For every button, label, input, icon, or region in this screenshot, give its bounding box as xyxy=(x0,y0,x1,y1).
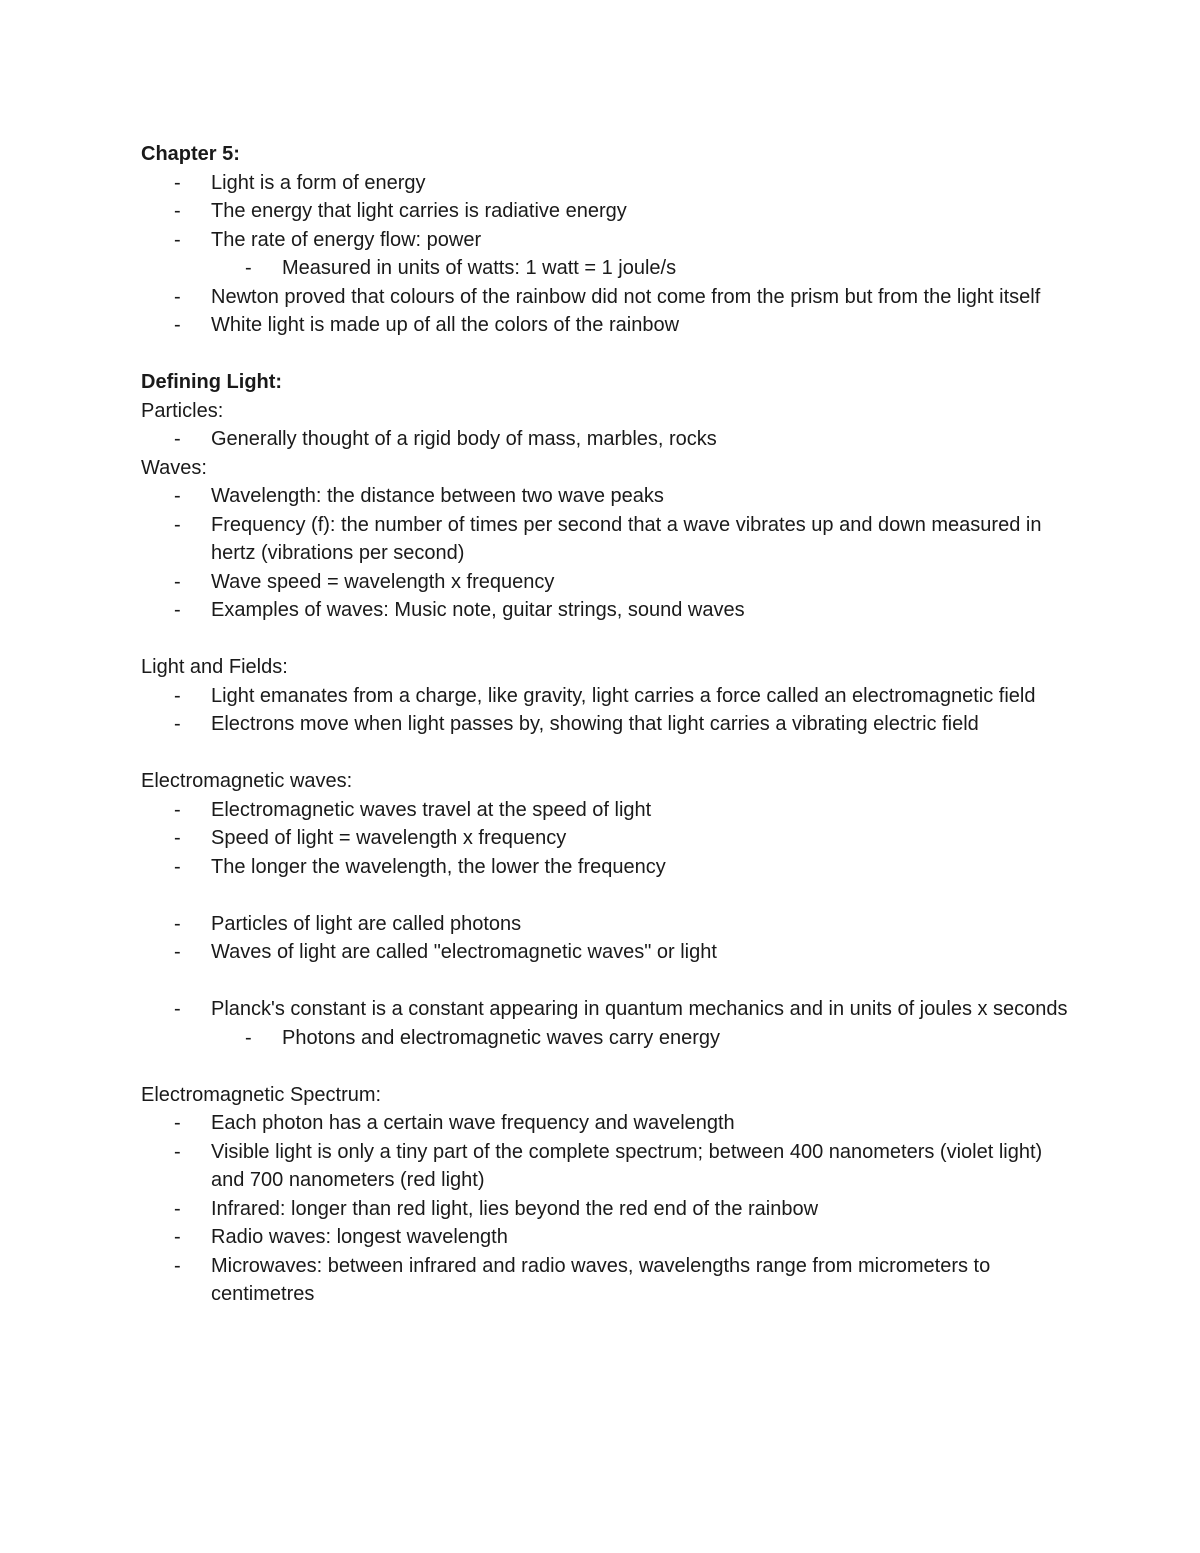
bullet-dash: - xyxy=(174,200,181,222)
bullet-text: Infrared: longer than red light, lies beyond the red end of the rainbow xyxy=(211,1197,819,1220)
bullet-dash: - xyxy=(245,1026,252,1049)
bullet-text: Wave speed = wavelength x frequency xyxy=(211,570,555,593)
bullet-dash: - xyxy=(174,1197,181,1220)
blank-line xyxy=(141,1052,1071,1081)
bullet-dash: - xyxy=(174,1112,181,1134)
bullet-text: Light is a form of energy xyxy=(211,171,426,194)
bullet-dash: - xyxy=(174,485,181,507)
bullet-item xyxy=(141,1223,1071,1252)
bullet-dash: - xyxy=(174,1254,181,1277)
bullet-item xyxy=(141,568,1071,597)
bullet-text: The rate of energy flow: power xyxy=(211,228,482,251)
bullet-item xyxy=(141,226,1071,255)
bullet-item xyxy=(141,425,1071,454)
bullet-item xyxy=(141,482,1071,511)
subsection-heading: Electromagnetic waves: xyxy=(141,770,353,792)
bullet-text: White light is made up of all the colors of the rainbow xyxy=(211,314,680,336)
bullet-dash: - xyxy=(174,855,181,878)
subsection-heading: Electromagnetic Spectrum: xyxy=(141,1083,382,1106)
bullet-text: Frequency (f): the number of times per second that a wave vibrates up and down measured in hertz (vibrations per second) xyxy=(211,513,1042,564)
bullet-text: Particles of light are called photons xyxy=(211,912,522,935)
section xyxy=(141,368,1071,397)
bullet-text: Light emanates from a charge, like gravity, light carries a force called an electromagnetic field xyxy=(211,684,1036,707)
bullet-dash: - xyxy=(174,428,181,450)
bullet-dash: - xyxy=(174,285,181,308)
bullet-item xyxy=(141,169,1071,198)
bullet-item xyxy=(141,938,1071,967)
bullet-dash: - xyxy=(174,941,181,963)
bullet-dash: - xyxy=(245,257,252,279)
section xyxy=(141,1081,1071,1309)
subsection-heading: Particles: xyxy=(141,399,224,422)
bullet-item xyxy=(141,197,1071,226)
bullet-item xyxy=(141,995,1071,1024)
bullet-item xyxy=(141,311,1071,340)
bullet-item xyxy=(141,1252,1071,1309)
bullet-text: Electromagnetic waves travel at the speed of light xyxy=(211,798,652,821)
document-body xyxy=(141,140,1071,1309)
sub-bullet-item xyxy=(141,1024,1071,1053)
subsection-heading: Light and Fields: xyxy=(141,656,288,678)
section xyxy=(141,454,1071,625)
bullet-dash: - xyxy=(174,570,181,593)
bullet-dash: - xyxy=(174,171,181,194)
bullet-item xyxy=(141,1195,1071,1224)
bullet-item xyxy=(141,682,1071,711)
bullet-dash: - xyxy=(174,1226,181,1248)
bullet-item xyxy=(141,796,1071,825)
bullet-dash: - xyxy=(174,228,181,251)
bullet-text: Waves of light are called "electromagnetic waves" or light xyxy=(211,941,717,963)
bullet-text: Examples of waves: Music note, guitar strings, sound waves xyxy=(211,599,745,621)
bullet-text: Visible light is only a tiny part of the complete spectrum; between 400 nanometers (violet light) and 700 nanometers (red light) xyxy=(211,1140,1043,1191)
bullet-dash: - xyxy=(174,798,181,821)
section xyxy=(141,767,1071,1052)
bullet-dash: - xyxy=(174,827,181,849)
bullet-dash: - xyxy=(174,684,181,707)
bullet-text: The energy that light carries is radiative energy xyxy=(211,200,627,222)
bullet-dash: - xyxy=(174,713,181,735)
subsection-heading: Waves: xyxy=(141,456,207,479)
section xyxy=(141,653,1071,739)
blank-line xyxy=(141,881,1071,910)
bullet-item xyxy=(141,511,1071,568)
bullet-dash: - xyxy=(174,513,181,536)
section-title: Defining Light: xyxy=(141,371,283,393)
bullet-text: Wavelength: the distance between two wave peaks xyxy=(211,485,664,507)
section xyxy=(141,397,1071,454)
blank-line xyxy=(141,340,1071,369)
blank-line xyxy=(141,625,1071,654)
bullet-item xyxy=(141,853,1071,882)
bullet-item xyxy=(141,283,1071,312)
section-title: Chapter 5: xyxy=(141,143,240,165)
bullet-dash: - xyxy=(174,314,181,336)
bullet-text: Radio waves: longest wavelength xyxy=(211,1226,508,1248)
section xyxy=(141,140,1071,340)
bullet-item xyxy=(141,596,1071,625)
bullet-dash: - xyxy=(174,998,181,1020)
bullet-item xyxy=(141,824,1071,853)
bullet-text: Each photon has a certain wave frequency and wavelength xyxy=(211,1112,735,1134)
bullet-item xyxy=(141,710,1071,739)
bullet-text: Speed of light = wavelength x frequency xyxy=(211,827,567,849)
sub-bullet-item xyxy=(141,254,1071,283)
blank-line xyxy=(141,967,1071,996)
bullet-text: Newton proved that colours of the rainbow did not come from the prism but from the light itself xyxy=(211,285,1041,308)
bullet-text: Measured in units of watts: 1 watt = 1 joule/s xyxy=(282,257,677,279)
bullet-text: Microwaves: between infrared and radio waves, wavelengths range from micrometers to centimetres xyxy=(211,1254,991,1305)
bullet-item xyxy=(141,1138,1071,1195)
blank-line xyxy=(141,739,1071,768)
bullet-text: Generally thought of a rigid body of mass, marbles, rocks xyxy=(211,428,717,450)
bullet-text: Planck's constant is a constant appearing in quantum mechanics and in units of joules x seconds xyxy=(211,998,1068,1020)
bullet-text: Photons and electromagnetic waves carry energy xyxy=(282,1026,721,1049)
bullet-text: Electrons move when light passes by, showing that light carries a vibrating electric field xyxy=(211,713,979,735)
bullet-dash: - xyxy=(174,912,181,935)
bullet-text: The longer the wavelength, the lower the frequency xyxy=(211,855,666,878)
bullet-dash: - xyxy=(174,599,181,621)
bullet-item xyxy=(141,1109,1071,1138)
bullet-item xyxy=(141,910,1071,939)
bullet-dash: - xyxy=(174,1140,181,1163)
